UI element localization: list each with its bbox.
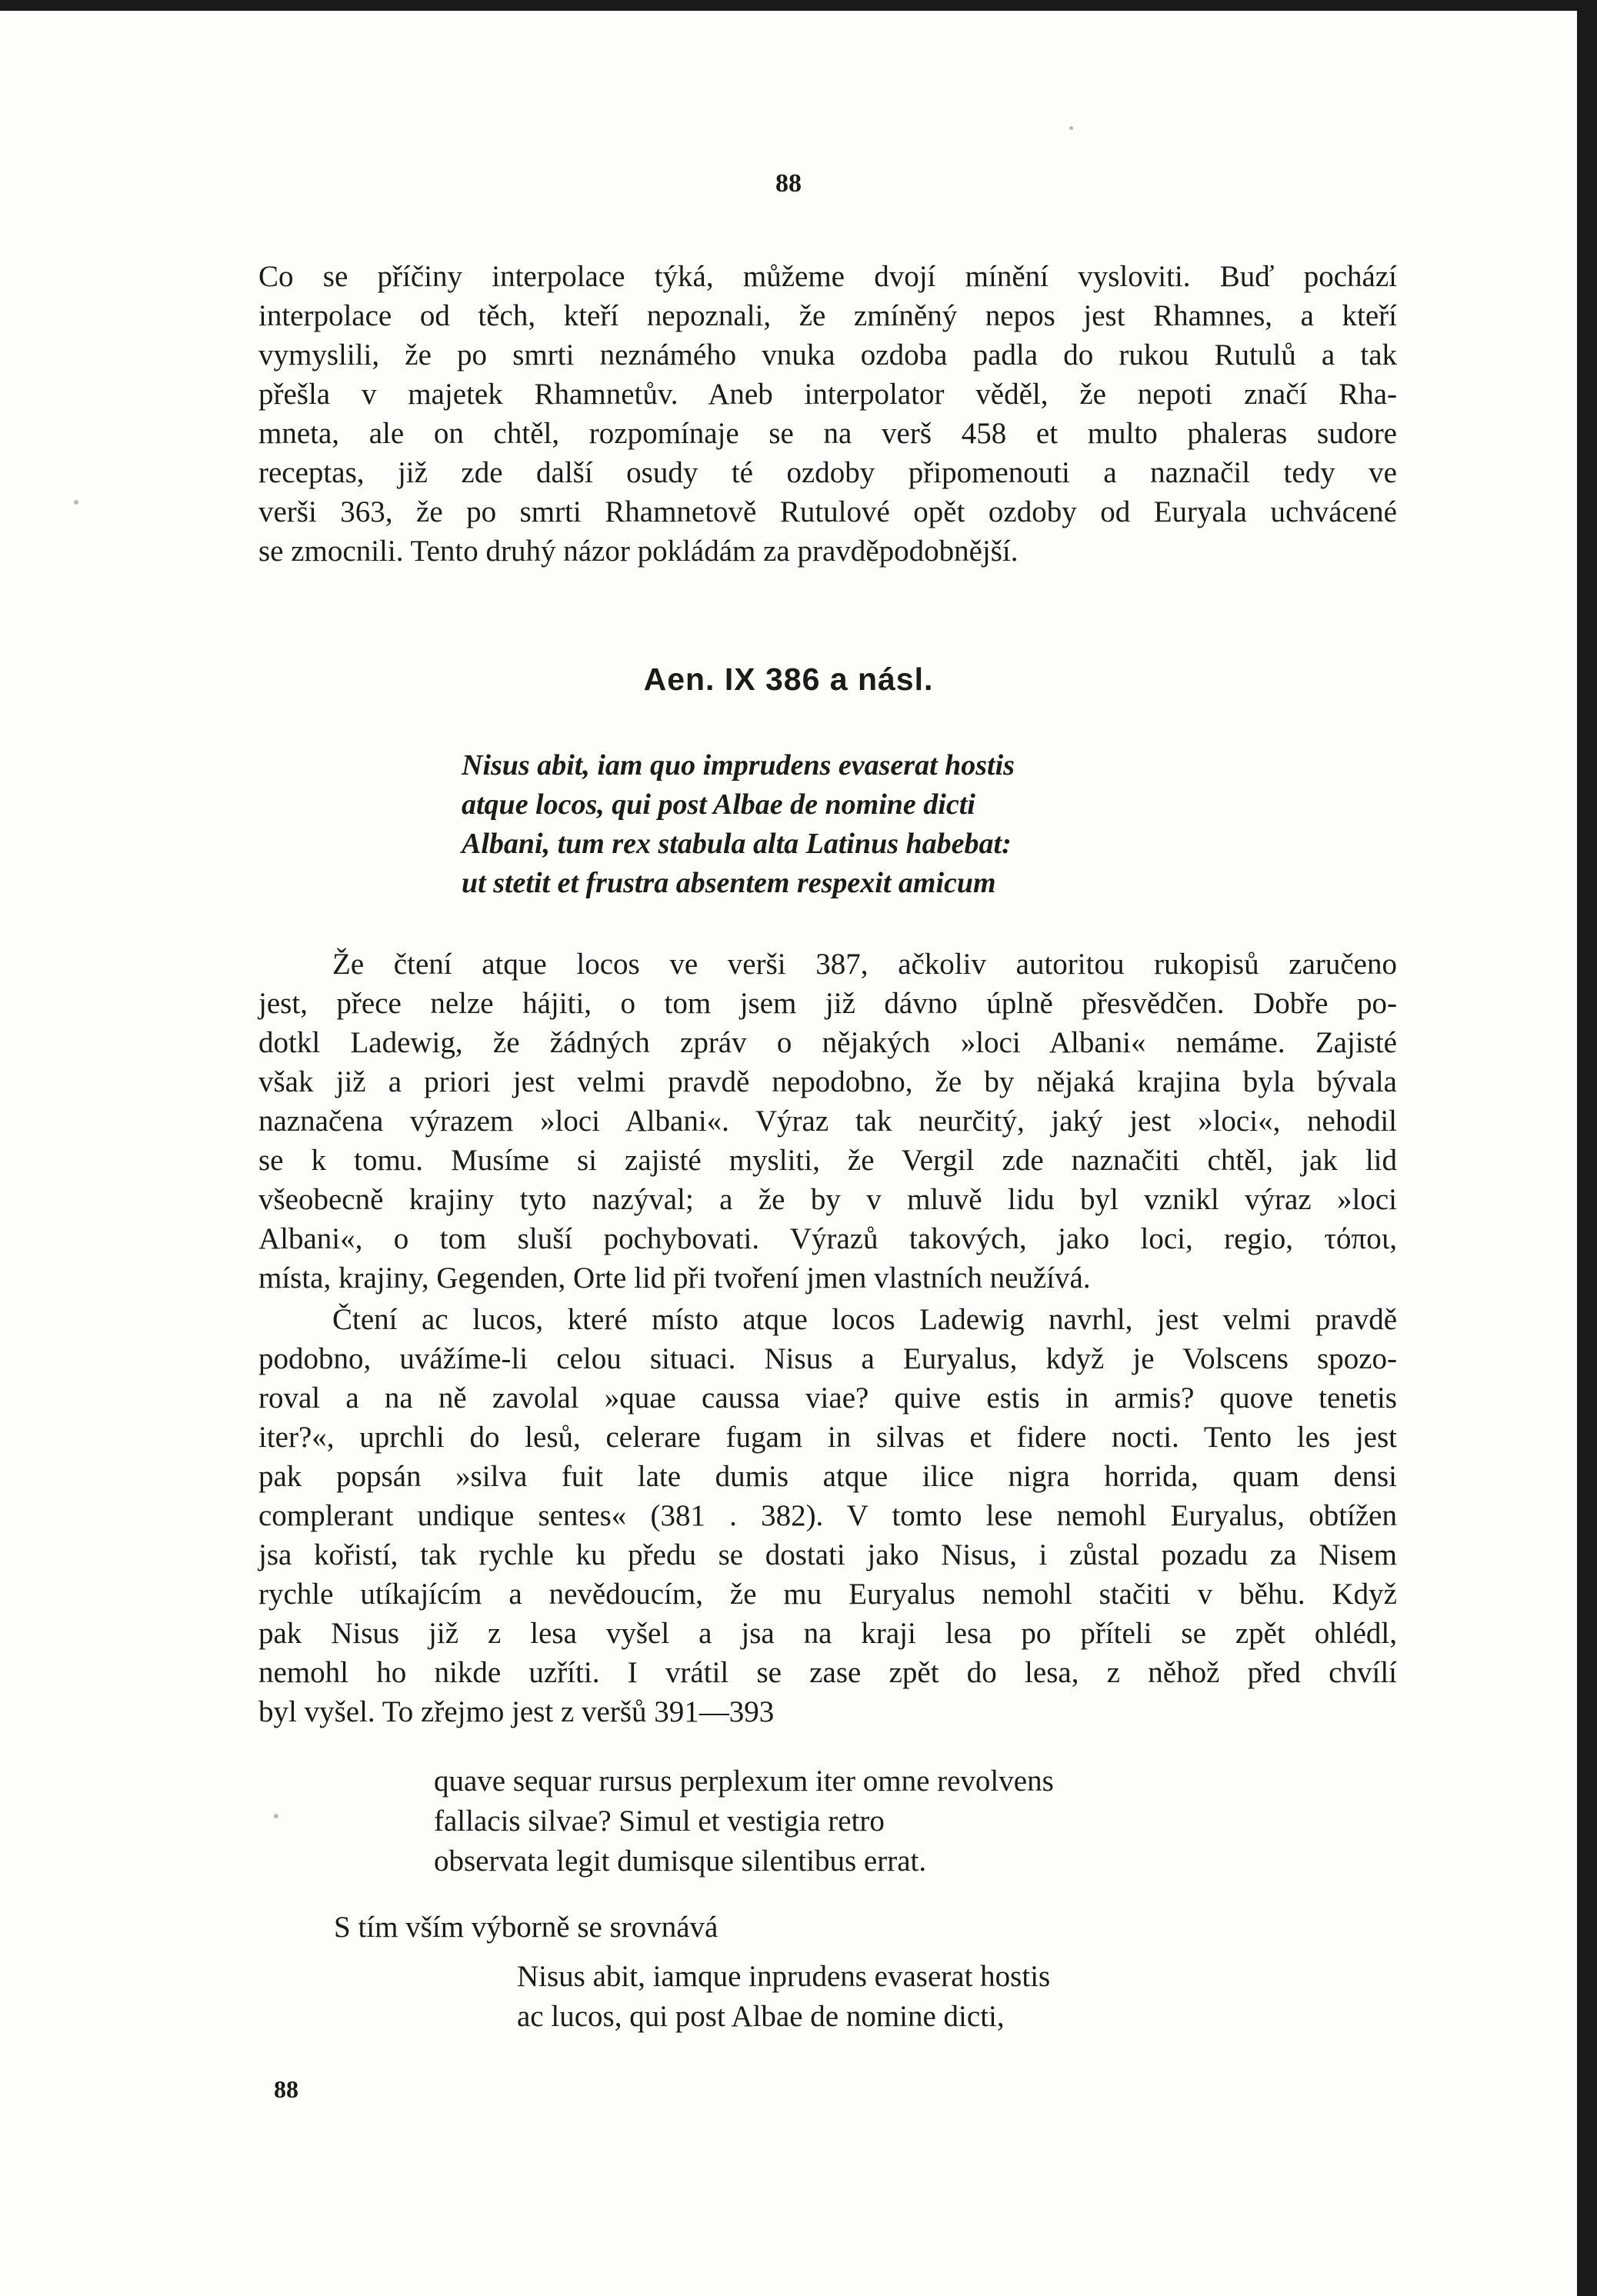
page-number-bottom: 88 <box>274 2075 298 2103</box>
verse-line: ut stetit et frustra absentem respexit amicum <box>462 867 996 899</box>
verse-line: fallacis silvae? Simul et vestigia retro <box>434 1804 885 1838</box>
text-line: Čtení ac lucos, které místo atque locos Ladewig navrhl, jest velmi pravdě <box>332 1303 1397 1336</box>
text-line: dotkl Ladewig, že žádných zpráv o nějakých »loci Albani« nemáme. Zajisté <box>258 1026 1397 1059</box>
text-line: naznačena výrazem »loci Albani«. Výraz tak neurčitý, jaký jest »loci«, nehodil <box>258 1105 1397 1138</box>
text-line: roval a na ně zavolal »quae caussa viae? quive estis in armis? quove tenetis <box>258 1381 1397 1415</box>
text-line: verši 363, že po smrti Rhamnetově Rutulové opět ozdoby od Euryala uchvácené <box>258 495 1397 528</box>
text-line: však již a priori jest velmi pravdě nepodobno, že by nějaká krajina byla bývala <box>258 1065 1397 1098</box>
verse-line: ac lucos, qui post Albae de nomine dicti, <box>517 2000 1005 2033</box>
verse-line: quave sequar rursus perplexum iter omne revolvens <box>434 1764 1054 1798</box>
verse-line: Nisus abit, iamque inprudens evaserat hostis <box>517 1960 1051 1993</box>
text-line: jest, přece nelze hájiti, o tom jsem již dávno úplně přesvědčen. Dobře po- <box>258 987 1397 1020</box>
text-line: se k tomu. Musíme si zajisté mysliti, že Vergil zde naznačiti chtěl, jak lid <box>258 1144 1397 1177</box>
text-line: complerant undique sentes« (381 . 382). V tomto lese nemohl Euryalus, obtížen <box>258 1499 1397 1532</box>
paragraph-atque-locos <box>258 945 1397 1298</box>
text-line: interpolace od těch, kteří nepoznali, že zmíněný nepos jest Rhamnes, a kteří <box>258 299 1397 332</box>
book-page <box>0 11 1577 2296</box>
verse-quote-corrected <box>517 1957 1050 2037</box>
text-line: rychle utíkajícím a nevědoucím, že mu Euryalus nemohl stačiti v běhu. Když <box>258 1578 1397 1611</box>
text-line: Albani«, o tom sluší pochybovati. Výrazů takových, jako loci, regio, τόποι, <box>258 1222 1397 1255</box>
verse-line: Nisus abit, iam quo imprudens evaserat hostis <box>462 749 1015 781</box>
verse-line: Albani, tum rex stabula alta Latinus habebat: <box>462 828 1012 860</box>
verse-quote-italic <box>462 746 1015 903</box>
page-number-top: 88 <box>775 169 802 198</box>
verse-quote-391-393 <box>434 1761 1054 1881</box>
text-line: iter?«, uprchli do lesů, celerare fugam in silvas et fidere nocti. Tento les jest <box>258 1421 1397 1454</box>
scan-speck <box>274 1814 278 1818</box>
lead-in-line: S tím vším výborně se srovnává <box>334 1911 718 1944</box>
section-heading: Aen. IX 386 a násl. <box>643 661 934 697</box>
text-line: přešla v majetek Rhamnetův. Aneb interpolator věděl, že nepoti značí Rha- <box>258 378 1397 411</box>
text-line: mneta, ale on chtěl, rozpomínaje se na verš 458 et multo phaleras sudore <box>258 417 1397 450</box>
verse-line: observata legit dumisque silentibus errat. <box>434 1844 927 1878</box>
verse-line: atque locos, qui post Albae de nomine dicti <box>462 788 975 821</box>
scan-speck <box>1069 126 1073 130</box>
text-line: pak popsán »silva fuit late dumis atque ilice nigra horrida, quam densi <box>258 1460 1397 1493</box>
text-line: všeobecně krajiny tyto nazýval; a že by v mluvě lidu byl vznikl výraz »loci <box>258 1183 1397 1216</box>
text-line: Co se příčiny interpolace týká, můžeme dvojí mínění vysloviti. Buď pochází <box>258 260 1397 293</box>
text-line: byl vyšel. To zřejmo jest z veršů 391—393 <box>258 1695 775 1728</box>
text-line: jsa kořistí, tak rychle ku předu se dostati jako Nisus, i zůstal pozadu za Nisem <box>258 1538 1397 1571</box>
paragraph-interpolation <box>258 257 1397 571</box>
scan-speck <box>74 500 78 505</box>
text-line: Že čtení atque locos ve verši 387, ačkoliv autoritou rukopisů zaručeno <box>332 948 1397 981</box>
text-line: podobno, uvážíme-li celou situaci. Nisus a Euryalus, když je Volscens spozo- <box>258 1342 1397 1375</box>
text-line: se zmocnili. Tento druhý názor pokládám za pravděpodobnější. <box>258 535 1019 568</box>
text-line: pak Nisus již z lesa vyšel a jsa na kraji lesa po příteli se zpět ohlédl, <box>258 1617 1397 1650</box>
text-line: receptas, již zde další osudy té ozdoby připomenouti a naznačil tedy ve <box>258 456 1397 489</box>
text-line: nemohl ho nikde uzříti. I vrátil se zase zpět do lesa, z něhož před chvílí <box>258 1656 1397 1689</box>
text-line: vymyslili, že po smrti neznámého vnuka ozdoba padla do rukou Rutulů a tak <box>258 338 1397 372</box>
text-line: místa, krajiny, Gegenden, Orte lid při tvoření jmen vlastních neužívá. <box>258 1261 1091 1295</box>
paragraph-ac-lucos <box>258 1300 1397 1731</box>
